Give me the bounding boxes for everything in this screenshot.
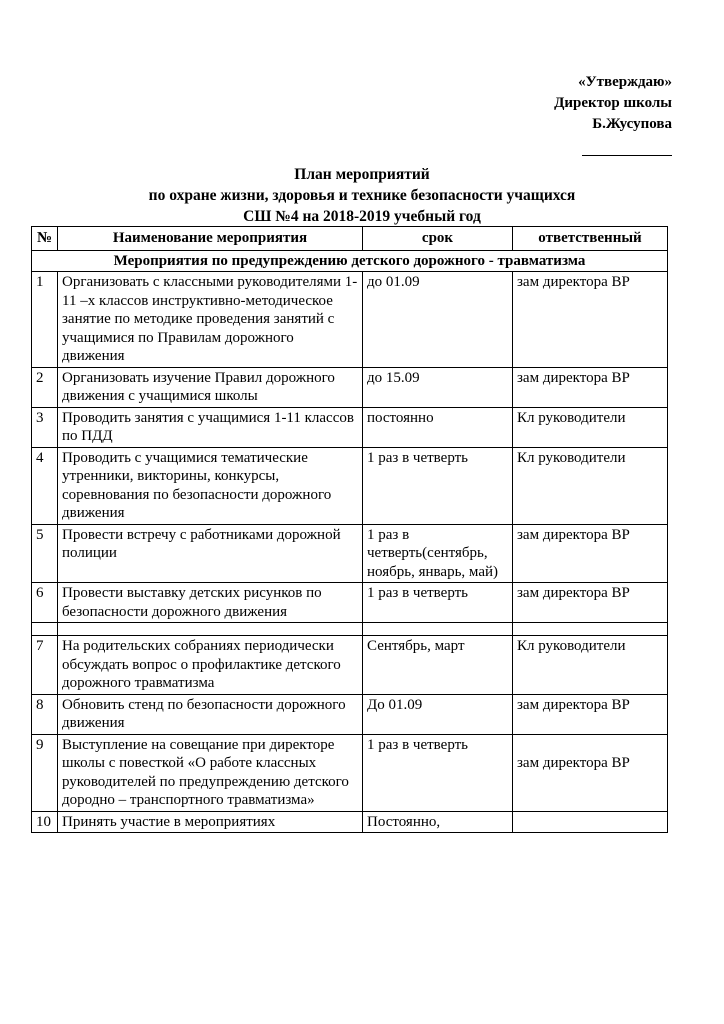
row-num: 8 <box>32 694 58 734</box>
row-num: 1 <box>32 272 58 368</box>
title-line-3: СШ №4 на 2018-2019 учебный год <box>243 208 481 225</box>
table-row <box>32 636 668 695</box>
approval-block <box>554 72 672 163</box>
table-row <box>32 811 668 833</box>
row-name: Проводить с учащимися тематические утренники, викторины, конкурсы, соревнования по безопасности дорожного движения <box>58 447 363 524</box>
row-name: Организовать с классными руководителями 1-11 –х классов инструктивно-методическое занятие по методике проведения занятий с учащимися по Правилам дорожного движения <box>58 272 363 368</box>
row-responsible: Кл руководители <box>513 447 668 524</box>
table-header-row <box>32 227 668 251</box>
empty-cell <box>58 623 363 636</box>
row-name: Обновить стенд по безопасности дорожного движения <box>58 694 363 734</box>
row-term: 1 раз в четверть(сентябрь, ноябрь, январь, май) <box>363 524 513 583</box>
row-num: 4 <box>32 447 58 524</box>
title-line-2: по охране жизни, здоровья и технике безопасности учащихся <box>148 187 576 204</box>
table-row <box>32 524 668 583</box>
row-name: Выступление на совещание при директоре школы с повесткой «О работе классных руководителей по предупреждению детского дородно – транспортного травматизма» <box>58 734 363 811</box>
table-row <box>32 407 668 447</box>
header-term: срок <box>363 227 513 251</box>
row-responsible: зам директора ВР <box>513 694 668 734</box>
row-name: Провести выставку детских рисунков по безопасности дорожного движения <box>58 583 363 623</box>
row-num: 10 <box>32 811 58 833</box>
row-name: Проводить занятия с учащимися 1-11 классов по ПДД <box>58 407 363 447</box>
row-term: Постоянно, <box>363 811 513 833</box>
table-row <box>32 734 668 811</box>
row-term: до 15.09 <box>363 367 513 407</box>
row-responsible: зам директора ВР <box>513 367 668 407</box>
table-row <box>32 583 668 623</box>
table-row <box>32 694 668 734</box>
section-row <box>32 250 668 272</box>
row-responsible: зам директора ВР <box>513 524 668 583</box>
row-responsible: Кл руководители <box>513 636 668 695</box>
table-row <box>32 272 668 368</box>
header-num: № <box>32 227 58 251</box>
empty-cell <box>32 623 58 636</box>
row-term: 1 раз в четверть <box>363 583 513 623</box>
row-responsible: зам директора ВР <box>513 272 668 368</box>
section-title: Мероприятия по предупреждению детского дорожного - травматизма <box>32 250 668 272</box>
row-term: 1 раз в четверть <box>363 734 513 811</box>
header-name: Наименование мероприятия <box>58 227 363 251</box>
header-responsible: ответственный <box>513 227 668 251</box>
row-term: постоянно <box>363 407 513 447</box>
row-num: 3 <box>32 407 58 447</box>
row-name: Организовать изучение Правил дорожного движения с учащимися школы <box>58 367 363 407</box>
table-row <box>32 367 668 407</box>
row-num: 5 <box>32 524 58 583</box>
row-responsible: Кл руководители <box>513 407 668 447</box>
row-num: 2 <box>32 367 58 407</box>
row-num: 7 <box>32 636 58 695</box>
row-term: 1 раз в четверть <box>363 447 513 524</box>
empty-cell <box>513 623 668 636</box>
row-term: До 01.09 <box>363 694 513 734</box>
approval-line-2: Директор школы <box>554 95 672 111</box>
empty-cell <box>363 623 513 636</box>
row-responsible: зам директора ВР <box>513 583 668 623</box>
signature-line <box>582 135 672 156</box>
document-title <box>0 164 724 227</box>
row-name: На родительских собраниях периодически обсуждать вопрос о профилактике детского дорожного травматизма <box>58 636 363 695</box>
row-term: Сентябрь, март <box>363 636 513 695</box>
table-row <box>32 447 668 524</box>
row-num: 6 <box>32 583 58 623</box>
plan-table <box>31 226 668 833</box>
approval-line-3: Б.Жусупова <box>592 116 672 132</box>
approval-line-1: «Утверждаю» <box>578 74 672 90</box>
title-line-1: План мероприятий <box>294 166 430 183</box>
row-responsible <box>513 811 668 833</box>
row-name: Провести встречу с работниками дорожной полиции <box>58 524 363 583</box>
row-num: 9 <box>32 734 58 811</box>
row-name: Принять участие в мероприятиях <box>58 811 363 833</box>
row-term: до 01.09 <box>363 272 513 368</box>
empty-row <box>32 623 668 636</box>
row-responsible: зам директора ВР <box>513 734 668 811</box>
